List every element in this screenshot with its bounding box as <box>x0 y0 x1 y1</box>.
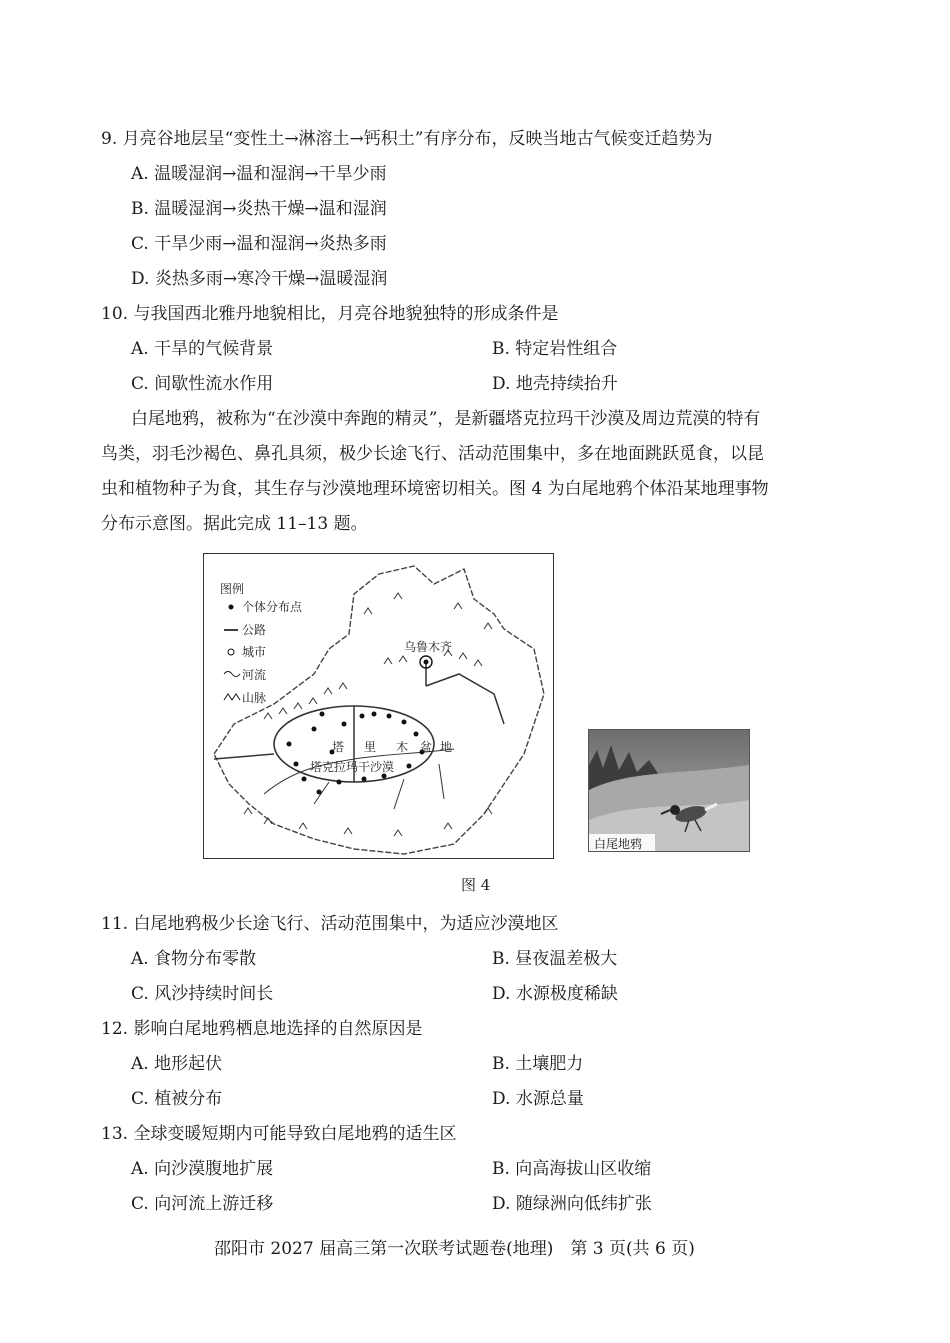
road-east <box>426 674 504 724</box>
q11-option-a: A. 食物分布零散 <box>131 949 257 969</box>
q9-option-d: D. 炎热多雨→寒冷干燥→温暖湿润 <box>131 269 388 289</box>
q12-option-c: C. 植被分布 <box>131 1089 223 1109</box>
legend-label-road: 公路 <box>242 623 267 637</box>
page-footer: 邵阳市 2027 届高三第一次联考试题卷(地理) 第 3 页(共 6 页) <box>214 1239 695 1259</box>
q10-option-a: A. 干旱的气候背景 <box>131 339 274 359</box>
legend-label-city: 城市 <box>242 645 267 659</box>
legend-title: 图例 <box>220 582 245 596</box>
q11-stem: 11. 白尾地鸦极少长途飞行、活动范围集中，为适应沙漠地区 <box>101 914 559 934</box>
basin-char-2: 里 <box>364 740 377 754</box>
q9-option-c: C. 干旱少雨→温和湿润→炎热多雨 <box>131 234 387 254</box>
basin-char-5: 地 <box>440 740 453 754</box>
q12-stem: 12. 影响白尾地鸦栖息地选择的自然原因是 <box>101 1019 423 1039</box>
mountain-ranges <box>244 593 492 836</box>
figure-caption: 图 4 <box>461 876 491 894</box>
q9-option-b: B. 温暖湿润→炎热干燥→温和湿润 <box>131 199 387 219</box>
legend-label-river: 河流 <box>242 668 267 682</box>
basin-char-1: 塔 <box>332 740 345 754</box>
bird-photo-drawing <box>589 730 749 851</box>
legend-label-point: 个体分布点 <box>242 600 303 614</box>
q12-option-b: B. 土壤肥力 <box>492 1054 584 1074</box>
q10-option-c: C. 间歇性流水作用 <box>131 374 274 394</box>
dot-icon <box>229 605 234 610</box>
q13-option-a: A. 向沙漠腹地扩展 <box>131 1159 274 1179</box>
legend-label-mountain: 山脉 <box>242 691 267 705</box>
city-icon <box>228 649 234 655</box>
desert-label: 塔克拉玛干沙漠 <box>310 760 395 774</box>
q9-option-a: A. 温暖湿润→温和湿润→干旱少雨 <box>131 164 387 184</box>
q10-option-d: D. 地壳持续抬升 <box>492 374 618 394</box>
passage-line-3: 虫和植物种子为食，其生存与沙漠地理环境密切相关。图 4 为白尾地鸦个体沿某地理事物 <box>101 479 769 499</box>
mountain-icon <box>224 694 240 700</box>
q9-stem: 9. 月亮谷地层呈“变性土→淋溶土→钙积土”有序分布，反映当地古气候变迁趋势为 <box>101 129 713 149</box>
q13-option-b: B. 向高海拔山区收缩 <box>492 1159 652 1179</box>
passage-line-1: 白尾地鸦，被称为“在沙漠中奔跑的精灵”，是新疆塔克拉玛干沙漠及周边荒漠的特有 <box>131 409 761 429</box>
q11-option-d: D. 水源极度稀缺 <box>492 984 618 1004</box>
passage-line-4: 分布示意图。据此完成 11–13 题。 <box>101 514 368 534</box>
q10-stem: 10. 与我国西北雅丹地貌相比，月亮谷地貌独特的形成条件是 <box>101 304 559 324</box>
q11-option-b: B. 昼夜温差极大 <box>492 949 618 969</box>
q13-option-d: D. 随绿洲向低纬扩张 <box>492 1194 652 1214</box>
city-label: 乌鲁木齐 <box>404 640 453 654</box>
road-west <box>214 754 274 759</box>
photo-label: 白尾地鸦 <box>594 837 643 851</box>
q12-option-a: A. 地形起伏 <box>131 1054 223 1074</box>
river-icon <box>224 672 240 677</box>
q13-option-c: C. 向河流上游迁移 <box>131 1194 274 1214</box>
bird-photo <box>588 729 750 852</box>
q12-option-d: D. 水源总量 <box>492 1089 584 1109</box>
basin-char-4: 盆 <box>420 740 433 754</box>
q10-option-b: B. 特定岩性组合 <box>492 339 618 359</box>
q11-option-c: C. 风沙持续时间长 <box>131 984 274 1004</box>
q13-stem: 13. 全球变暖短期内可能导致白尾地鸦的适生区 <box>101 1124 457 1144</box>
passage-line-2: 鸟类，羽毛沙褐色、鼻孔具须，极少长途飞行、活动范围集中，多在地面跳跃觅食，以昆 <box>101 444 764 464</box>
map-figure <box>203 553 554 859</box>
basin-char-3: 木 <box>396 740 409 754</box>
